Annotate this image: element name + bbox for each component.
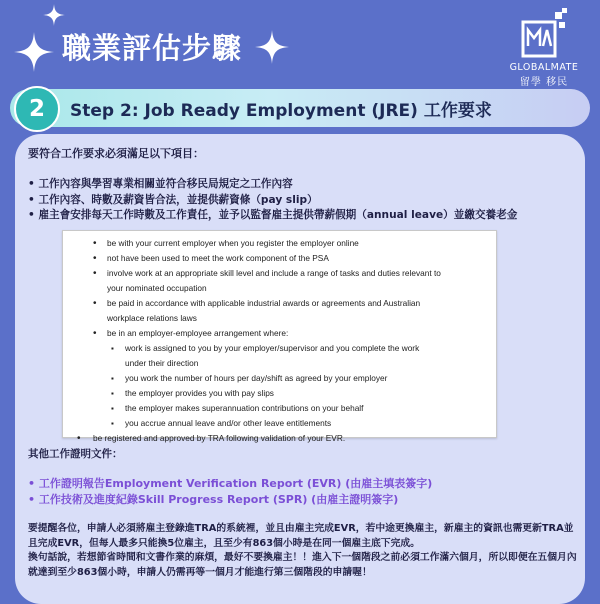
requirements-list [28, 177, 517, 224]
document-excerpt-item: your nominated occupation [107, 283, 207, 293]
document-excerpt-item: under their direction [125, 358, 199, 368]
list-item: • 雇主會安排每天工作時數及工作責任，並予以監督雇主提供帶薪假期（annual leave）並繳交養老金 [28, 209, 518, 221]
document-excerpt-item: • be paid in accordance with applicable industrial awards or agreements and Australian [63, 296, 496, 311]
document-excerpt-item: • not have been used to meet the work component of the PSA [63, 251, 496, 266]
sparkle-icon [255, 30, 289, 64]
page-title: 職業評估步驟 [62, 31, 243, 65]
document-excerpt-item: ▪ you accrue annual leave and/or other leave entitlements [63, 416, 496, 431]
step-number-badge: 2 [14, 86, 60, 132]
document-excerpt-item: ▪ you work the number of hours per day/shift as agreed by your employer [63, 371, 496, 386]
document-excerpt-item: • be with your current employer when you register the employer online [63, 236, 496, 251]
document-excerpt-item: ▪ the employer makes superannuation contributions on your behalf [63, 401, 496, 416]
document-excerpt-item: ▪ the employer provides you with pay slips [63, 386, 496, 401]
document-excerpt-item: • involve work at an appropriate skill level and include a range of tasks and duties relevant to [63, 266, 496, 281]
list-item: • 工作內容與學習專業相關並符合移民局規定之工作內容 [28, 178, 293, 190]
sparkle-icon [43, 4, 65, 26]
step-title: Step 2: Job Ready Employment (JRE) 工作要求 [70, 101, 492, 121]
other-docs-list [28, 476, 432, 508]
requirements-intro: 要符合工作要求必須滿足以下項目： [28, 147, 204, 160]
document-excerpt-item: • be in an employer-employee arrangement where: [63, 326, 496, 341]
logo-mark-icon [519, 8, 569, 60]
document-excerpt-item: workplace relations laws [107, 313, 197, 323]
brand-subtitle: 留學 移民 [519, 77, 569, 88]
list-item: • 工作證明報告Employment Verification Report (EVR) (由雇主填表簽字) [28, 477, 433, 490]
note-paragraph: 換句話說，若想節省時間和文書作業的麻煩，最好不要換雇主！！進入下一個階段之前必須工作滿六個月，所以即便在五個月內就達到至少863個小時，申請人仍需再等一個月才能進行第三個階段的申請喔！ [28, 552, 577, 578]
list-item: • 工作內容、時數及薪資皆合法，並提供薪資條（pay slip） [28, 193, 318, 206]
list-item: • 工作技術及進度紀錄Skill Progress Report (SPR) (由雇主證明簽字) [28, 493, 399, 506]
document-excerpt-item: ▪ work is assigned to you by your employer/supervisor and you complete the work [63, 341, 496, 356]
document-excerpt-list [63, 231, 496, 446]
other-docs-title: 其他工作證明文件： [28, 448, 123, 460]
notes [28, 522, 580, 580]
brand-logo [504, 8, 584, 88]
brand-name: GLOBALMATE [509, 62, 579, 73]
document-excerpt [62, 230, 497, 443]
sparkle-icon [14, 32, 54, 72]
document-excerpt-item: • be registered and approved by TRA following validation of your EVR. [63, 431, 496, 446]
note-paragraph: 要提醒各位，申請人必須將雇主登錄進TRA的系統裡，並且由雇主完成EVR，若中途更換雇主，新雇主的資訊也需更新TRA並且完成EVR，但每人最多只能換5位雇主，且至少有863個小時是在同一個雇主底下完成。 [28, 523, 574, 549]
